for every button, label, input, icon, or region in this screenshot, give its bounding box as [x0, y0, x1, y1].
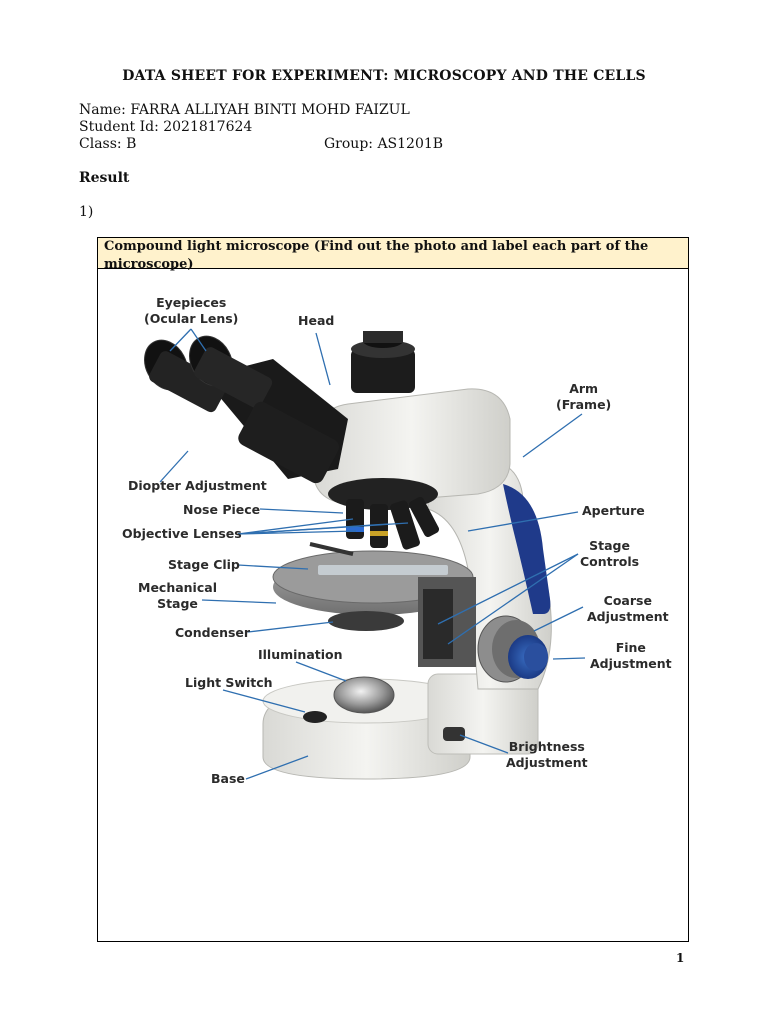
- microscope-figure: [98, 269, 688, 829]
- label-head: Head: [298, 313, 335, 328]
- question-number: 1): [79, 204, 94, 220]
- student-name: Name: FARRA ALLIYAH BINTI MOHD FAIZUL: [79, 102, 410, 118]
- label-diopter-adjustment: Diopter Adjustment: [128, 478, 267, 493]
- student-id: Student Id: 2021817624: [79, 119, 253, 135]
- label-eyepieces: Eyepieces (Ocular Lens): [144, 295, 239, 326]
- label-condenser: Condenser: [175, 625, 251, 640]
- label-mechanical-stage: Mechanical Stage: [138, 580, 217, 611]
- label-aperture: Aperture: [582, 503, 645, 518]
- illumination-lamp: [334, 677, 394, 713]
- table-header-text: Compound light microscope (Find out the photo and label each part of the microscope): [104, 239, 649, 272]
- condenser-graphic: [328, 611, 404, 631]
- label-illumination: Illumination: [258, 647, 343, 662]
- label-base: Base: [211, 771, 245, 786]
- page-number: 1: [676, 951, 685, 965]
- student-group: Group: AS1201B: [324, 136, 444, 152]
- label-stage-clip: Stage Clip: [168, 557, 240, 572]
- label-stage-controls: Stage Controls: [580, 538, 640, 569]
- eyepiece-tubes: [136, 329, 348, 486]
- label-brightness-adjustment: Brightness Adjustment: [506, 739, 588, 770]
- section-heading: Result: [79, 170, 130, 186]
- label-arm: Arm (Frame): [556, 381, 612, 412]
- label-objective-lenses: Objective Lenses: [122, 526, 242, 541]
- nose-piece-graphic: [328, 478, 440, 551]
- label-nose-piece: Nose Piece: [183, 502, 261, 517]
- label-coarse-adjustment: Coarse Adjustment: [587, 593, 669, 624]
- student-class: Class: B: [79, 136, 137, 152]
- page-title: DATA SHEET FOR EXPERIMENT: MICROSCOPY AND THE CELLS: [122, 68, 646, 84]
- label-light-switch: Light Switch: [185, 675, 273, 690]
- label-fine-adjustment: Fine Adjustment: [590, 640, 672, 671]
- microscope-base: [263, 674, 538, 779]
- brightness-dial-graphic: [443, 727, 465, 741]
- table-header: [98, 238, 688, 272]
- answer-table: [97, 237, 689, 942]
- light-switch-graphic: [303, 711, 327, 723]
